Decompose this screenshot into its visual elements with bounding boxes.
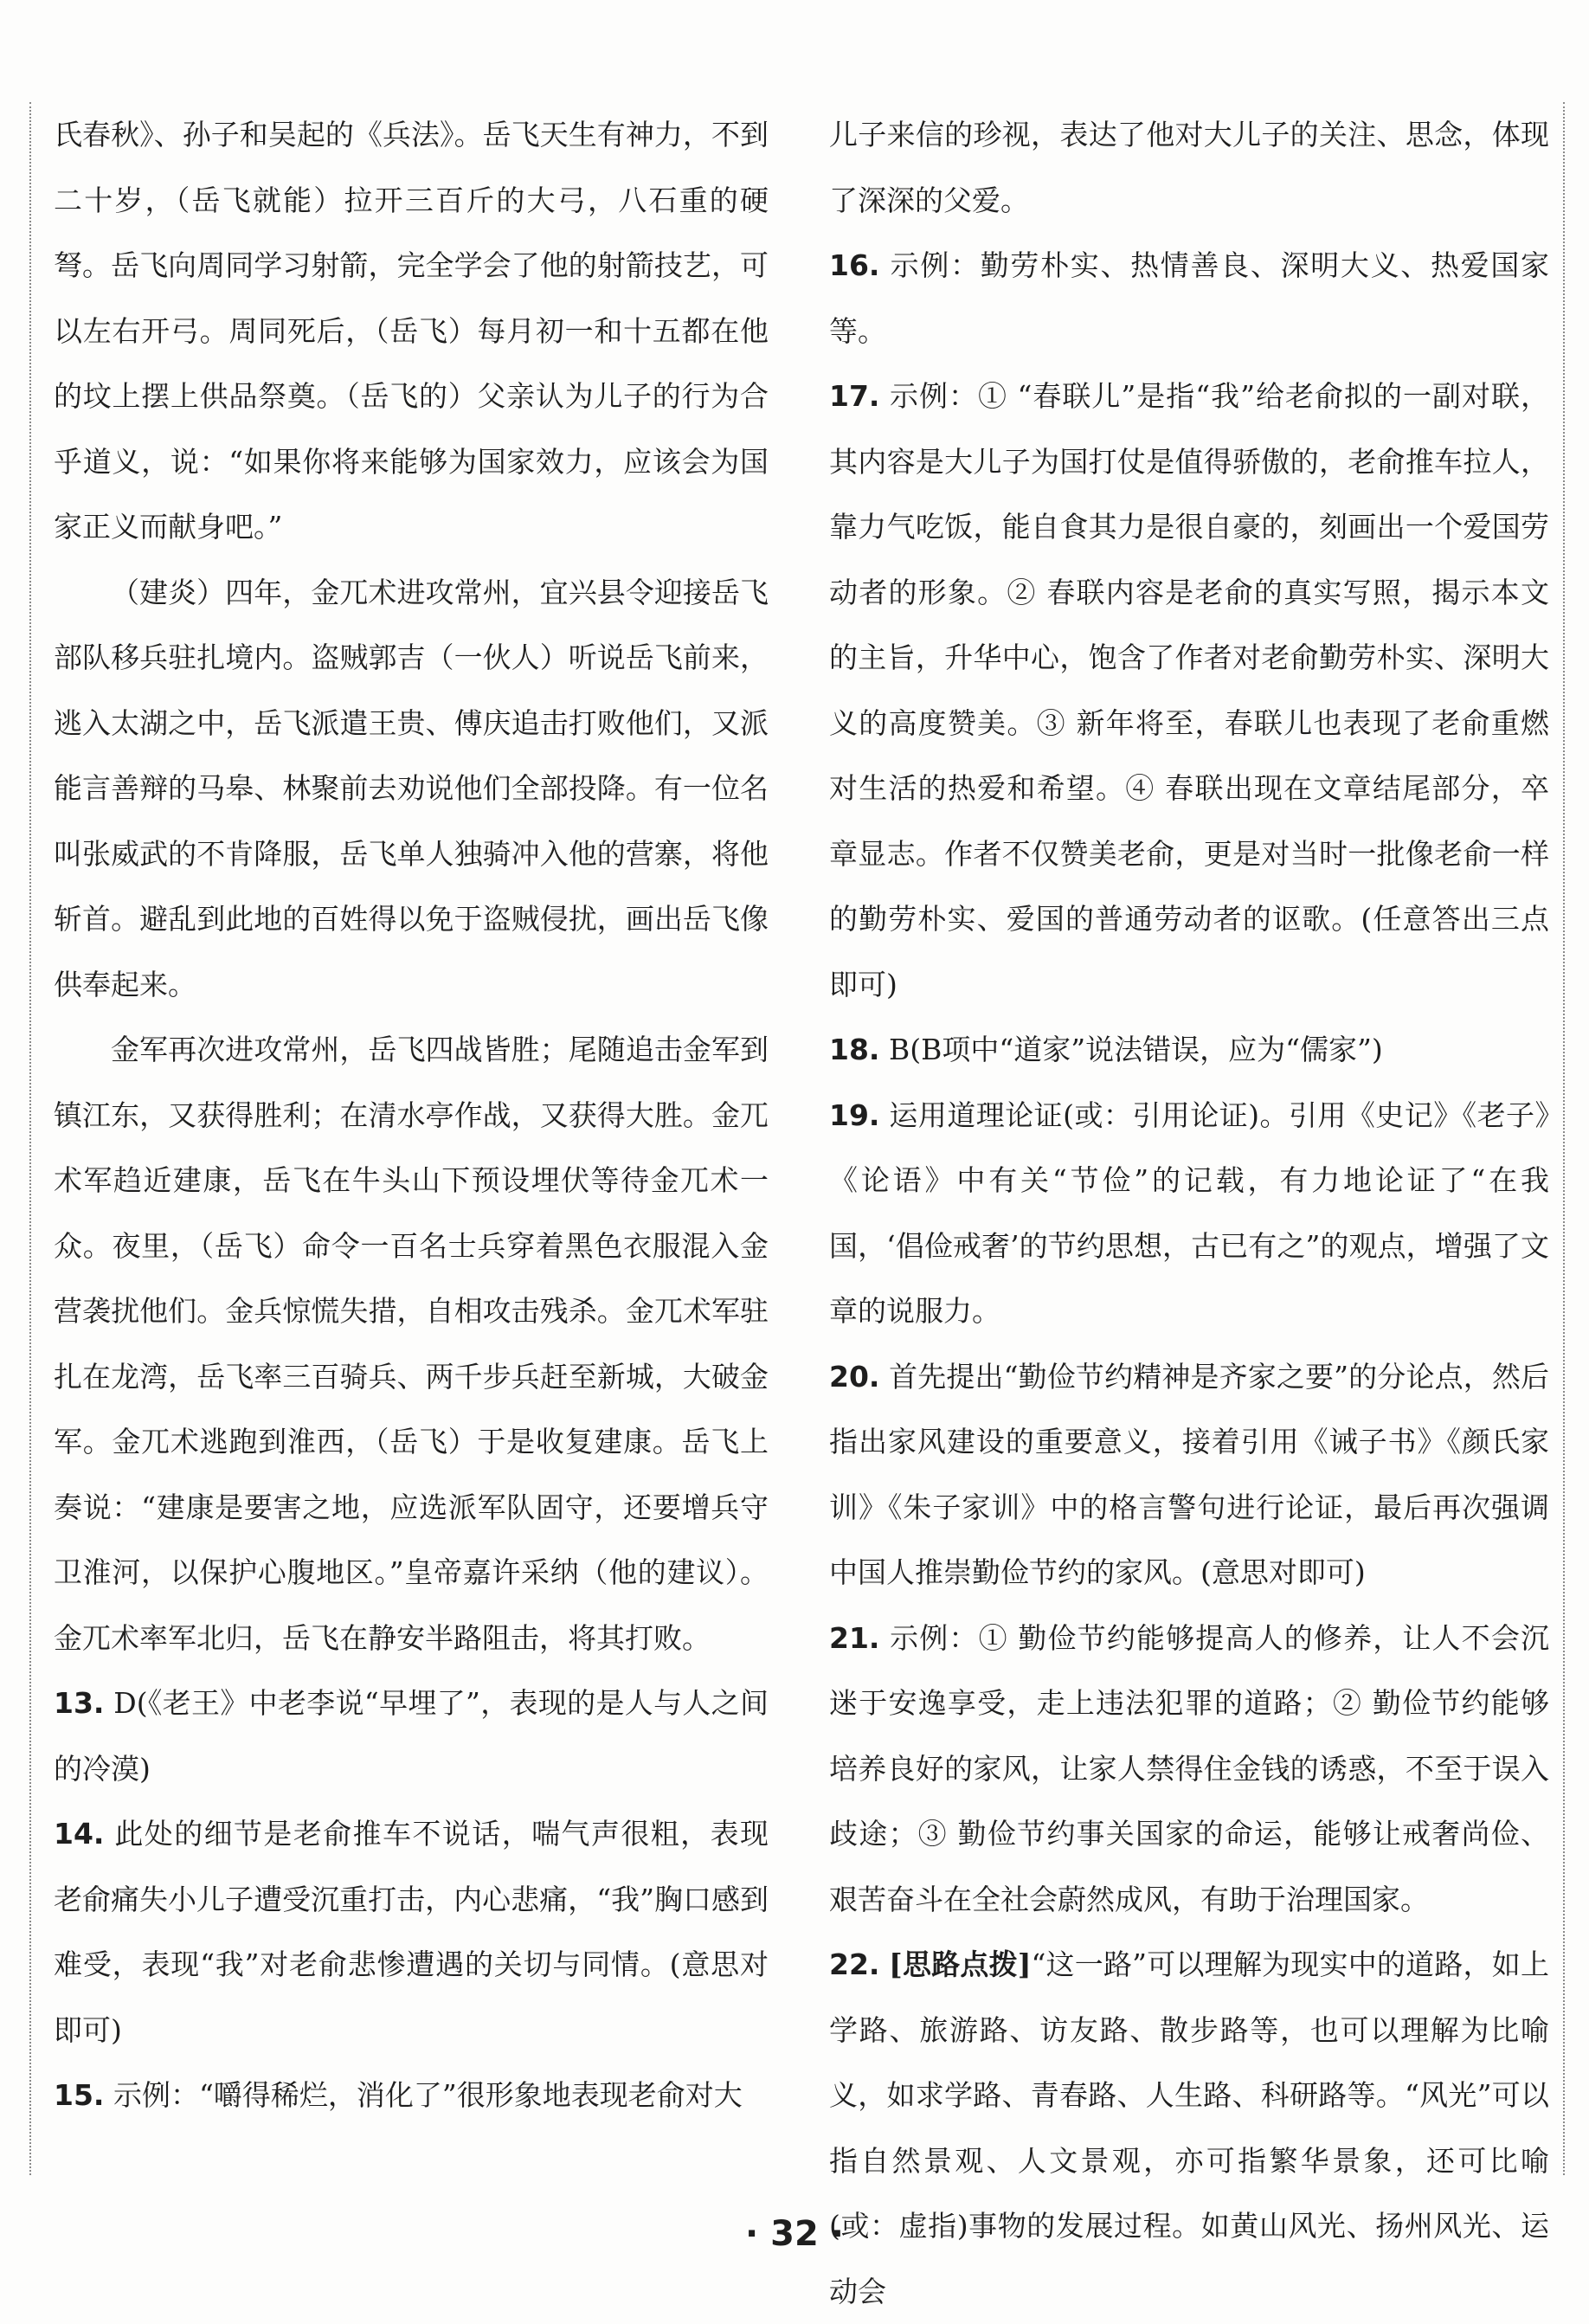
translation-paragraph-1: 氏春秋》、孙子和吴起的《兵法》。岳飞天生有神力，不到二十岁，（岳飞就能）拉开三百斤的大弓，八石重的硬弩。岳飞向周同学习射箭，完全学会了他的射箭技艺，可以左右开弓。周同死后，（岳飞）每月初一和十五都在他的坟上摆上供品祭奠。（岳飞的）父亲认为儿子的行为合乎道义，说：“如果你将来能够为国家效力，应该会为国家正义而献身吧。” [54, 118, 769, 544]
left-margin-dotted-rule [29, 102, 31, 2175]
question-number: 17. [829, 379, 880, 413]
answer-18 [829, 1017, 1549, 1083]
answer-22 [829, 1932, 1549, 2324]
question-number: 21. [829, 1620, 880, 1655]
answer-text: 运用道理论证(或：引用论证)。引用《史记》《老子》《论语》中有关“节俭”的记载，有力地论证了“在我国，‘倡俭戒奢’的节约思想，古已有之”的观点，增强了文章的说服力。 [829, 1098, 1550, 1328]
right-column [829, 102, 1549, 2324]
answer-16 [829, 233, 1549, 364]
right-margin-dotted-rule [1563, 102, 1565, 2175]
answer-text: “这一路”可以理解为现实中的道路，如上学路、旅游路、访友路、散步路等，也可以理解为比喻义，如求学路、青春路、人生路、科研路等。“风光”可以指自然景观、人文景观，亦可指繁华景象，还可比喻(或：虚指)事物的发展过程。如黄山风光、扬州风光、运动会 [829, 1947, 1549, 2308]
answer-text: 示例：① 勤俭节约能够提高人的修养，让人不会沉迷于安逸享受，走上违法犯罪的道路；② 勤俭节约能够培养良好的家风，让家人禁得住金钱的诱惑，不至于误入歧途；③ 勤俭节约事关国家的命运，能够让戒奢尚俭、艰苦奋斗在全社会蔚然成风，有助于治理国家。 [829, 1620, 1549, 1916]
answer-text: 此处的细节是老俞推车不说话，喘气声很粗，表现老俞痛失小儿子遭受沉重打击，内心悲痛，“我”胸口感到难受，表现“我”对老俞悲惨遭遇的关切与同情。(意思对即可) [54, 1817, 769, 2047]
translation-paragraph-3: 金军再次进攻常州，岳飞四战皆胜；尾随追击金军到镇江东，又获得胜利；在清水亭作战，又获得大胜。金兀术军趋近建康，岳飞在牛头山下预设埋伏等待金兀术一众。夜里，（岳飞）命令一百名士兵穿着黑色衣服混入金营袭扰他们。金兵惊慌失措，自相攻击残杀。金兀术军驻扎在龙湾，岳飞率三百骑兵、两千步兵赶至新城，大破金军。金兀术逃跑到淮西，（岳飞）于是收复建康。岳飞上奏说：“建康是要害之地，应选派军队固守，还要增兵守卫淮河，以保护心腹地区。”皇帝嘉许采纳（他的建议）。金兀术率军北归，岳飞在静安半路阻击，将其打败。 [54, 1033, 769, 1655]
answer-text: B(B项中“道家”说法错误，应为“儒家”) [888, 1033, 1383, 1066]
answer-14 [54, 1801, 769, 2063]
answer-20 [829, 1344, 1549, 1606]
translation-paragraph-2: （建炎）四年，金兀术进攻常州，宜兴县令迎接岳飞部队移兵驻扎境内。盗贼郭吉（一伙人）听说岳飞前来，逃入太湖之中，岳飞派遣王贵、傅庆追击打败他们，又派能言善辩的马皋、林聚前去劝说他们全部投降。有一位名叫张威武的不肯降服，岳飞单人独骑冲入他的营寨，将他斩首。避乱到此地的百姓得以免于盗贼侵扰，画出岳飞像供奉起来。 [54, 575, 769, 1001]
question-number: 13. [54, 1686, 105, 1720]
answer-19 [829, 1083, 1549, 1344]
answer-13 [54, 1671, 769, 1801]
answer-21 [829, 1606, 1549, 1933]
answer-17 [829, 364, 1549, 1017]
question-number: 20. [829, 1359, 880, 1394]
question-number: 18. [829, 1033, 880, 1066]
answer-15 [54, 2063, 769, 2128]
question-number: 14. [54, 1817, 105, 1851]
answer-text: 示例：① “春联儿”是指“我”给老俞拟的一副对联，其内容是大儿子为国打仗是值得骄傲的，老俞推车拉人，靠力气吃饭，能自食其力是很自豪的，刻画出一个爱国劳动者的形象。② 春联内容是老俞的真实写照，揭示本文的主旨，升华中心，饱含了作者对老俞勤劳朴实、深明大义的高度赞美。③ 新年将至，春联儿也表现了老俞重燃对生活的热爱和希望。④ 春联出现在文章结尾部分，卒章显志。作者不仅赞美老俞，更是对当时一批像老俞一样的勤劳朴实、爱国的普通劳动者的讴歌。(任意答出三点即可) [829, 379, 1549, 1001]
question-number: 16. [829, 248, 880, 282]
question-number: 19. [829, 1098, 880, 1132]
left-column [54, 102, 769, 2128]
answer-text: 示例：“嚼得稀烂，消化了”很形象地表现老俞对大 [113, 2078, 743, 2112]
answer-text: D(《老王》中老李说“早埋了”，表现的是人与人之间的冷漠) [54, 1686, 769, 1786]
answer-15-continued: 儿子来信的珍视，表达了他对大儿子的关注、思念，体现了深深的父爱。 [829, 118, 1549, 217]
thinking-hint-tag: [思路点拨] [889, 1947, 1032, 1981]
answer-text: 首先提出“勤俭节约精神是齐家之要”的分论点，然后指出家风建设的重要意义，接着引用《诫子书》《颜氏家训》《朱子家训》中的格言警句进行论证，最后再次强调中国人推崇勤俭节约的家风。(意思对即可) [829, 1359, 1549, 1589]
page-number: · 32 · [745, 2214, 844, 2254]
question-number: 22. [829, 1947, 880, 1981]
question-number: 15. [54, 2078, 105, 2112]
answer-text: 示例：勤劳朴实、热情善良、深明大义、热爱国家等。 [829, 248, 1550, 348]
